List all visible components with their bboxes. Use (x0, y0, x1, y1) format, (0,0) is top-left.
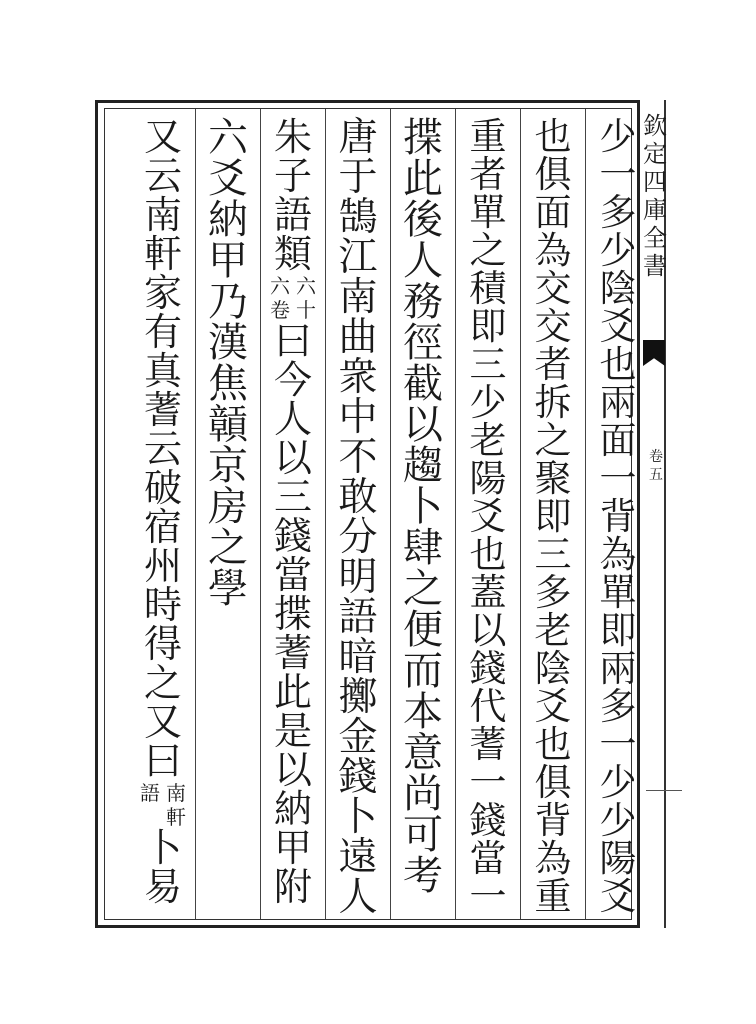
column-divider (260, 109, 261, 919)
volume-label (645, 448, 667, 484)
glyph: 全 (643, 224, 667, 252)
text-column-4 (393, 115, 453, 918)
glyph: 定 (643, 140, 667, 168)
margin-tick (646, 790, 682, 791)
text-column-5 (328, 115, 388, 920)
note-column: 南 軒 (166, 781, 186, 829)
glyph: 五 (649, 467, 663, 483)
note-column: 六 十 (296, 274, 316, 322)
column-divider (325, 109, 326, 919)
column-text: 又 云 南 軒 家 有 真 蓍 云 破 宿 州 時 得 之 又 曰 (143, 115, 182, 783)
text-column-3 (458, 115, 518, 918)
column-divider (455, 109, 456, 919)
column-divider (520, 109, 521, 919)
column-text: 少 一 多 少 陰 爻 也 兩 面 一 背 為 單 即 兩 多 一 少 少 陽 爻 (599, 115, 637, 918)
interlinear-note (268, 274, 318, 322)
column-text: 六 爻 納 甲 乃 漢 焦 贑 京 房 之 學 (208, 115, 248, 612)
column-text: 重 者 單 之 積 即 三 少 老 陽 爻 也 蓋 以 錢 代 蓍 一 錢 當 一 (469, 115, 507, 918)
column-text: 朱 子 語 類 (273, 115, 312, 276)
text-column-2 (523, 115, 583, 918)
note-column: 語 (140, 781, 160, 805)
glyph: 書 (643, 252, 667, 280)
column-text: 揲 此 後 人 務 徑 截 以 趨 卜 肆 之 便 而 本 意 尚 可 考 (403, 115, 443, 899)
glyph: 卷 (649, 449, 663, 465)
text-column-6 (263, 115, 323, 918)
column-divider (195, 109, 196, 919)
interlinear-note (138, 781, 188, 829)
column-text: 唐 于 鵠 江 南 曲 衆 中 不 敢 分 明 語 暗 擲 金 錢 卜 遠 人 (338, 115, 378, 920)
text-column-8 (133, 115, 193, 918)
column-text: 卜 易 (143, 826, 182, 909)
column-divider (390, 109, 391, 919)
text-column-7 (198, 115, 258, 918)
column-text: 也 俱 面 為 交 交 者 拆 之 聚 即 三 多 老 陰 爻 也 俱 背 為 重 (534, 115, 572, 918)
text-column-1 (588, 115, 648, 918)
note-column: 六 卷 (270, 274, 290, 322)
glyph: 四 (643, 168, 667, 196)
column-divider (585, 109, 586, 919)
column-text: 曰 今 人 以 三 錢 當 揲 蓍 此 是 以 納 甲 附 (273, 319, 312, 909)
glyph: 庫 (643, 196, 667, 224)
glyph: 欽 (643, 112, 667, 140)
